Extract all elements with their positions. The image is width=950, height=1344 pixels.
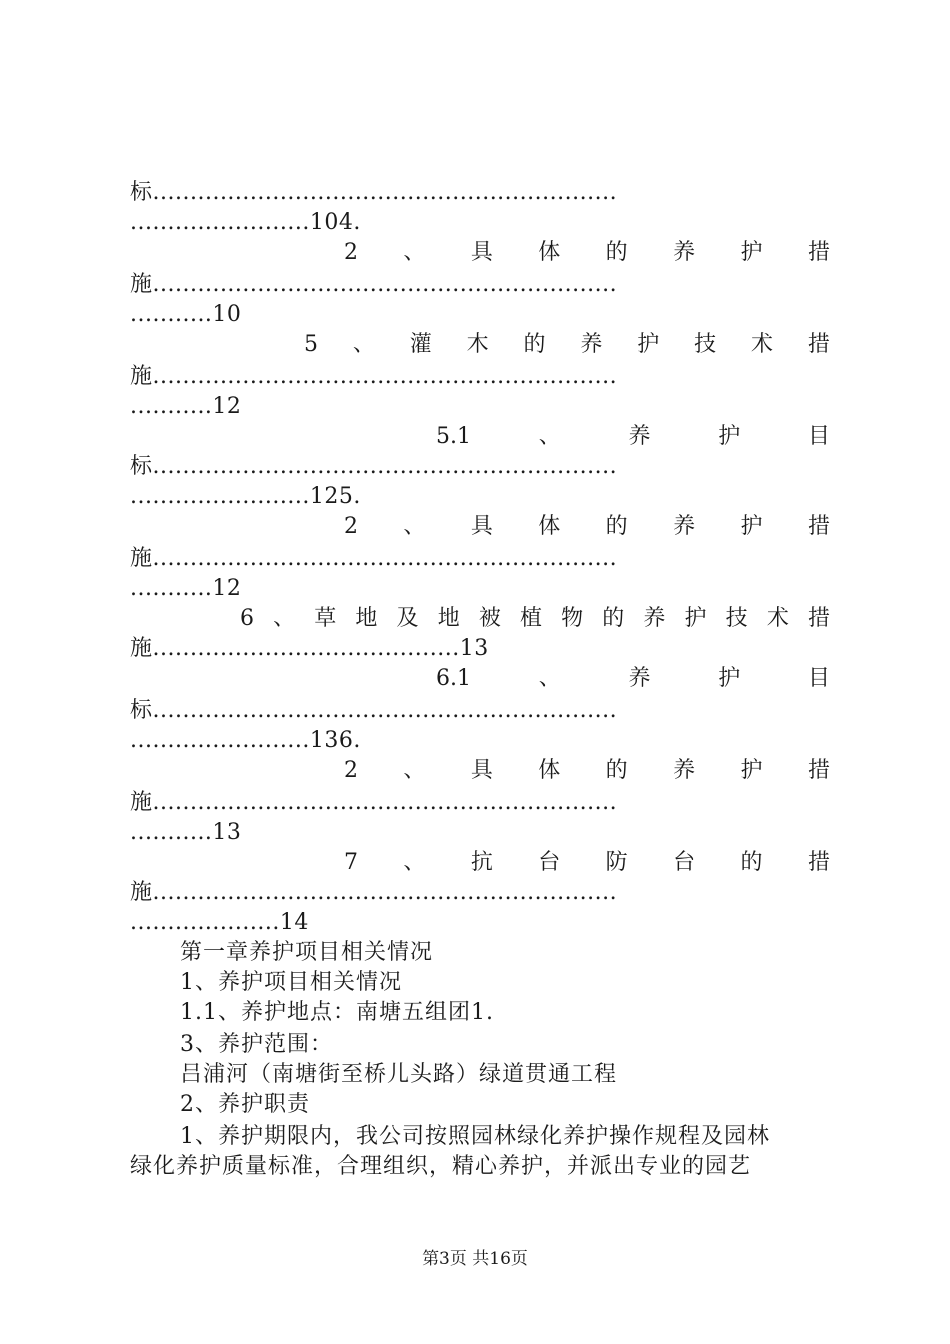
toc-line: 标.............................................................. <box>130 698 618 723</box>
toc-heading-char: 、 <box>403 850 426 875</box>
toc-heading-char: 木 <box>466 332 489 357</box>
toc-line: ...........10 <box>130 302 242 327</box>
toc-heading-char: 具 <box>470 240 493 265</box>
toc-heading <box>436 422 830 452</box>
toc-heading-char: 的 <box>740 850 763 875</box>
toc-heading-char: 术 <box>750 332 773 357</box>
toc-heading-char: 目 <box>807 424 830 449</box>
toc-line: ........................125. <box>130 484 361 509</box>
toc-line: 施.............................................................. <box>130 364 618 389</box>
toc-heading-char: 、 <box>352 332 375 357</box>
toc-heading-char: 抗 <box>470 850 493 875</box>
toc-heading-char: 养 <box>673 240 696 265</box>
toc-heading-char: 台 <box>673 850 696 875</box>
chapter-title: 第一章养护项目相关情况 <box>180 940 434 965</box>
toc-line: ...........12 <box>130 394 242 419</box>
toc-heading-char: 灌 <box>409 332 432 357</box>
toc-heading-char: 、 <box>273 606 296 631</box>
toc-heading-char: 的 <box>602 606 625 631</box>
body-line: 绿化养护质量标准，合理组织，精心养护，并派出专业的园艺 <box>130 1154 752 1179</box>
toc-line: ....................14 <box>130 910 309 935</box>
toc-heading <box>240 604 830 634</box>
toc-line: 施.............................................................. <box>130 880 618 905</box>
toc-heading-char: 护 <box>740 758 763 783</box>
toc-heading-char: 的 <box>523 332 546 357</box>
toc-heading-char: 体 <box>538 240 561 265</box>
toc-heading-char: 、 <box>538 424 561 449</box>
toc-heading <box>344 756 830 786</box>
toc-heading-char: 体 <box>538 514 561 539</box>
toc-heading-char: 护 <box>718 424 741 449</box>
toc-heading-char: 技 <box>694 332 717 357</box>
toc-line: ........................136. <box>130 728 361 753</box>
toc-heading-char: 技 <box>725 606 748 631</box>
body-line: 吕浦河（南塘街至桥儿头路）绿道贯通工程 <box>180 1062 618 1087</box>
toc-heading-char: 具 <box>470 514 493 539</box>
toc-heading-char: 措 <box>807 332 830 357</box>
toc-line: 施.............................................................. <box>130 272 618 297</box>
toc-heading-char: 、 <box>403 514 426 539</box>
toc-heading-char: 措 <box>807 850 830 875</box>
toc-line: 施.............................................................. <box>130 546 618 571</box>
toc-heading-char: 养 <box>628 424 651 449</box>
toc-heading-char: 养 <box>673 758 696 783</box>
toc-heading-char: 5.1 <box>436 424 471 449</box>
toc-heading-char: 、 <box>403 758 426 783</box>
toc-heading-char: 地 <box>355 606 378 631</box>
toc-heading-char: 6.1 <box>436 666 471 691</box>
toc-heading-char: 7 <box>344 850 358 875</box>
toc-heading <box>344 512 830 542</box>
toc-heading-char: 养 <box>580 332 603 357</box>
toc-heading-char: 植 <box>519 606 542 631</box>
toc-heading <box>344 848 830 878</box>
toc-heading-char: 被 <box>478 606 501 631</box>
toc-heading-char: 护 <box>740 240 763 265</box>
toc-heading-char: 防 <box>605 850 628 875</box>
toc-heading-char: 6 <box>240 606 254 631</box>
toc-heading-char: 目 <box>807 666 830 691</box>
toc-heading-char: 措 <box>807 758 830 783</box>
toc-line: 施.............................................................. <box>130 790 618 815</box>
toc-heading-char: 措 <box>807 606 830 631</box>
toc-heading-char: 的 <box>605 240 628 265</box>
toc-heading-char: 具 <box>470 758 493 783</box>
toc-heading-char: 的 <box>605 758 628 783</box>
toc-heading-char: 养 <box>673 514 696 539</box>
section-heading: 2、养护职责 <box>180 1092 310 1117</box>
toc-heading-char: 2 <box>344 514 358 539</box>
toc-heading-char: 体 <box>538 758 561 783</box>
section-heading: 1、养护项目相关情况 <box>180 970 402 995</box>
toc-heading-char: 护 <box>684 606 707 631</box>
toc-heading-char: 措 <box>807 240 830 265</box>
toc-heading-char: 养 <box>643 606 666 631</box>
toc-heading-char: 术 <box>766 606 789 631</box>
toc-heading-char: 养 <box>628 666 651 691</box>
page-footer: 第3页 共16页 <box>422 1249 528 1269</box>
toc-heading-char: 护 <box>740 514 763 539</box>
toc-heading-char: 、 <box>538 666 561 691</box>
body-line: 1、养护期限内，我公司按照园林绿化养护操作规程及园林 <box>180 1124 770 1149</box>
toc-heading <box>436 664 830 694</box>
toc-heading-char: 、 <box>403 240 426 265</box>
toc-heading-char: 地 <box>437 606 460 631</box>
toc-heading <box>304 330 830 360</box>
toc-line: ...........12 <box>130 576 242 601</box>
toc-heading-char: 护 <box>718 666 741 691</box>
toc-heading <box>344 238 830 268</box>
toc-heading-char: 2 <box>344 240 358 265</box>
toc-line: 施.........................................13 <box>130 636 489 661</box>
toc-line: ........................104. <box>130 210 361 235</box>
toc-heading-char: 措 <box>807 514 830 539</box>
toc-line: 标.............................................................. <box>130 180 618 205</box>
toc-heading-char: 2 <box>344 758 358 783</box>
toc-heading-char: 的 <box>605 514 628 539</box>
toc-heading-char: 台 <box>538 850 561 875</box>
toc-heading-char: 物 <box>561 606 584 631</box>
toc-heading-char: 5 <box>304 332 318 357</box>
body-line: 3、养护范围： <box>180 1032 333 1057</box>
toc-heading-char: 护 <box>637 332 660 357</box>
toc-line: ...........13 <box>130 820 242 845</box>
toc-heading-char: 草 <box>314 606 337 631</box>
toc-line: 标.............................................................. <box>130 454 618 479</box>
toc-heading-char: 及 <box>396 606 419 631</box>
body-line: 1.1、养护地点：南塘五组团1. <box>180 1000 494 1025</box>
